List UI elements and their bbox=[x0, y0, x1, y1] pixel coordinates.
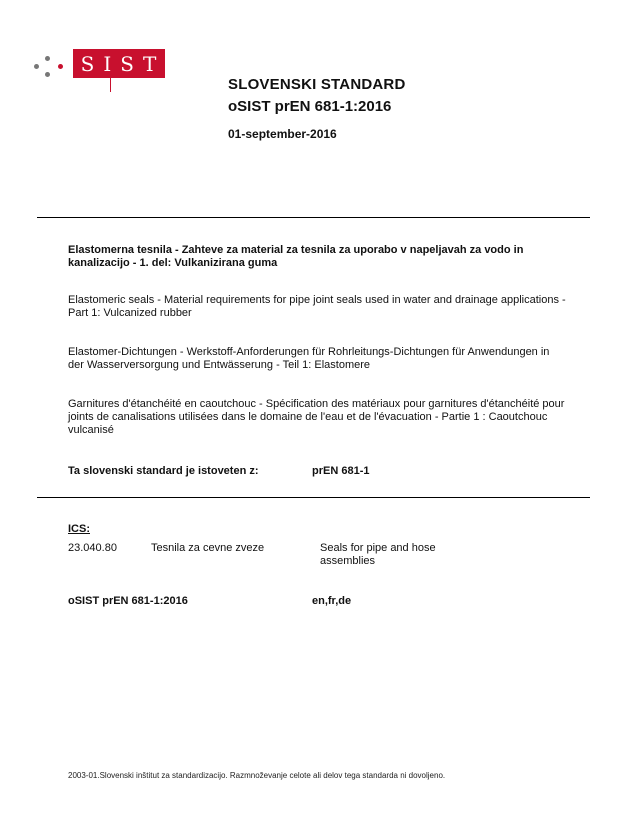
title-french: Garnitures d'étanchéité en caoutchouc - Spécification des matériaux pour garnitures d'étanchéité pour joints de canalisations utilisées dans le domaine de l'eau et de l'évacuation - Partie 1 : Caoutchouc vulcanisé bbox=[68, 398, 565, 436]
logo-dot bbox=[45, 56, 50, 61]
middle-rule bbox=[37, 497, 590, 498]
ics-code: 23.040.80 bbox=[68, 542, 117, 554]
logo-dot bbox=[58, 64, 63, 69]
document-type-title: SLOVENSKI STANDARD bbox=[228, 76, 406, 93]
standard-code: oSIST prEN 681-1:2016 bbox=[228, 98, 392, 115]
title-german: Elastomer-Dichtungen - Werkstoff-Anforderungen für Rohrleitungs-Dichtungen für Anwendungen in der Wasserversorgung und Entwässerung - Teil 1: Elastomere bbox=[68, 346, 550, 371]
title-slovenian: Elastomerna tesnila - Zahteve za material za tesnila za uporabo v napeljavah za vodo in kanalizacijo - 1. del: Vulkanizirana guma bbox=[68, 244, 524, 269]
logo-dot bbox=[45, 72, 50, 77]
standard-code-bottom: oSIST prEN 681-1:2016 bbox=[68, 595, 188, 607]
logo-divider bbox=[110, 78, 111, 92]
copyright-footer: 2003-01.Slovenski inštitut za standardizacijo. Razmnoževanje celote ali delov tega standarda ni dovoljeno. bbox=[68, 771, 446, 780]
languages: en,fr,de bbox=[312, 595, 352, 607]
logo-dot bbox=[34, 64, 39, 69]
top-rule bbox=[37, 217, 590, 218]
title-english: Elastomeric seals - Material requirements for pipe joint seals used in water and drainage applications - Part 1: Vulcanized rubber bbox=[68, 294, 566, 319]
identical-label: Ta slovenski standard je istoveten z: bbox=[68, 465, 259, 477]
identical-value: prEN 681-1 bbox=[312, 465, 370, 477]
logo-dots bbox=[34, 52, 66, 84]
publication-date: 01-september-2016 bbox=[228, 127, 337, 141]
ics-label: ICS: bbox=[68, 523, 90, 535]
ics-description-sl: Tesnila za cevne zveze bbox=[151, 542, 265, 554]
sist-logo: SIST bbox=[73, 49, 165, 78]
ics-description-en: Seals for pipe and hose assemblies bbox=[320, 542, 436, 567]
